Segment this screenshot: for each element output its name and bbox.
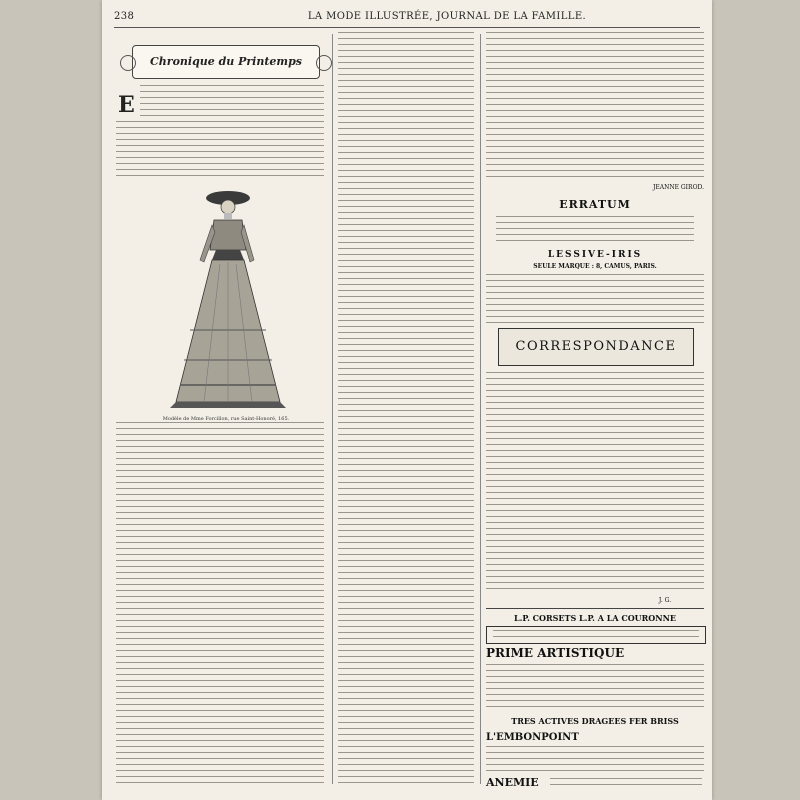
signature: JEANNE GIROD. — [652, 184, 704, 191]
body-text-right-top — [486, 32, 704, 182]
lessive-heading: LESSIVE-IRIS — [547, 250, 643, 260]
column-middle — [338, 32, 474, 792]
chronique-title: Chronique du Printemps — [150, 55, 302, 68]
ad-corsets: L.P. CORSETS L.P. A LA COURONNE — [514, 613, 676, 623]
ad-embonpoint: L'EMBONPOINT — [486, 732, 579, 743]
lessive-subheading: SEULE MARQUE : 8, CAMUS, PARIS. — [533, 263, 657, 270]
ad-dragees: TRES ACTIVES DRAGEES FER BRISS — [511, 716, 679, 726]
erratum-text — [496, 216, 694, 246]
correspondance-sign: J. G. — [658, 597, 672, 604]
column-divider-2 — [480, 34, 481, 784]
ad-prime-artistique: PRIME ARTISTIQUE — [486, 646, 625, 660]
correspondance-banner — [498, 328, 694, 366]
body-text-middle — [338, 32, 474, 788]
header-rule — [114, 27, 700, 28]
newspaper-page — [102, 0, 712, 800]
ad-corsets-text — [493, 630, 699, 640]
ad-anemie-text — [550, 778, 702, 790]
column-divider-1 — [332, 34, 333, 784]
figure-caption: Modèle de Mme Forcillon, rue Saint-Honoré, 165. — [162, 416, 290, 422]
chronique-banner — [118, 41, 334, 83]
ad-anemie: ANEMIE — [486, 776, 539, 789]
lessive-text — [486, 274, 704, 324]
ad-prime-text — [486, 664, 704, 712]
drop-cap: E — [118, 92, 135, 118]
fashion-illustration — [120, 180, 330, 410]
intro-text — [140, 85, 324, 121]
page-number: 238 — [114, 11, 135, 22]
ad-corsets-box — [486, 626, 706, 644]
body-text-left — [116, 422, 324, 787]
correspondance-text — [486, 372, 704, 594]
ad-embonpoint-text — [486, 746, 704, 774]
column-left — [110, 32, 326, 792]
running-header — [114, 11, 700, 25]
correspondance-heading: CORRESPONDANCE — [515, 339, 677, 354]
journal-title: LA MODE ILLUSTRÉE, JOURNAL DE LA FAMILLE. — [307, 11, 587, 22]
ads-divider — [486, 608, 704, 609]
intro-text-continued — [116, 121, 324, 181]
column-right — [486, 32, 704, 792]
erratum-heading: ERRATUM — [559, 198, 631, 211]
